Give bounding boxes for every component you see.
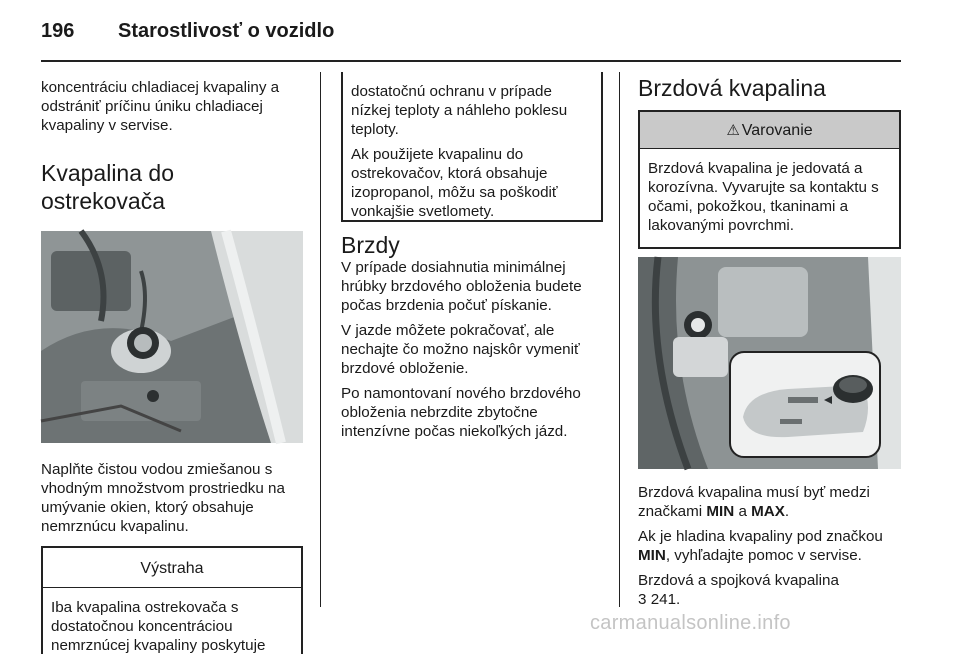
warning-text: Brzdová kvapalina je jedovatá a korozívna. Vyvarujte sa kontaktu s očami, pokožkou, tkaninami a lakovanými povrchmi. <box>648 160 879 234</box>
washer-fill-instructions: Naplňte čistou vodou zmiešanou s vhodným množstvom prostriedku na umývanie okien, ktorý obsahuje nemrznúcu kvapalinu. <box>41 461 285 535</box>
washer-reservoir-photo <box>41 231 303 443</box>
notice-continued-text: dostatočnú ochranu v prípade nízkej teploty a náhleho poklesu teploty. <box>351 83 568 138</box>
brake-pad-wear-text: V prípade dosiahnutia minimálnej hrúbky brzdového obloženia budete počas brzdenia počuť pískanie. <box>341 259 582 314</box>
notice-box <box>41 546 303 654</box>
column-3 <box>638 72 901 615</box>
notice-title: Výstraha <box>43 548 301 588</box>
warning-header <box>640 112 899 149</box>
max-mark: MAX <box>751 503 785 520</box>
warning-triangle-icon: ⚠ <box>726 122 740 139</box>
low-level-instruction-text: Ak je hladina kvapaliny pod značkou MIN, vyhľadajte pomoc v servise. <box>638 528 883 564</box>
cross-reference-text: Brzdová a spojková kvapalina 3 241. <box>638 572 839 608</box>
min-mark: MIN <box>706 503 735 520</box>
isopropanol-warning-text: Ak použijete kvapalinu do ostrekovačov, ktorá obsahuje izopropanol, môžu sa poškodiť vonkajšie svetlomety. <box>351 146 558 220</box>
brakes-heading: Brzdy <box>341 232 400 258</box>
coolant-intro-text: koncentráciu chladiacej kvapaliny a odstrániť príčinu úniku chladiacej kvapaliny v servise. <box>41 79 280 134</box>
washer-fluid-heading: Kvapalina do ostrekovača <box>41 160 174 214</box>
warning-box <box>638 110 901 249</box>
notice-text: Iba kvapalina ostrekovača s dostatočnou koncentráciou nemrznúcej kvapaliny poskytuje <box>51 599 266 654</box>
header-divider <box>41 60 901 62</box>
watermark: carmanualsonline.info <box>590 612 791 634</box>
page-title: Starostlivosť o vozidlo <box>118 20 335 42</box>
min-mark-2: MIN <box>638 547 666 564</box>
warning-title: Varovanie <box>741 122 813 139</box>
brake-fluid-heading: Brzdová kvapalina <box>638 75 826 101</box>
page-reference-link[interactable]: 241. <box>650 591 681 608</box>
brake-continue-driving-text: V jazde môžete pokračovať, ale nechajte čo možno najskôr vymeniť brzdové obloženie. <box>341 322 580 377</box>
column-1 <box>41 72 303 654</box>
page-reference-icon: 3 <box>638 591 647 608</box>
column-divider-2 <box>619 72 620 607</box>
brake-fluid-reservoir-photo <box>638 257 901 469</box>
column-2 <box>341 72 603 447</box>
notice-box-continued <box>341 72 603 222</box>
page-number: 196 <box>41 20 75 42</box>
brake-fluid-level-text: Brzdová kvapalina musí byť medzi značkami MIN a MAX. <box>638 484 870 520</box>
column-divider-1 <box>320 72 321 607</box>
new-brake-pads-text: Po namontovaní nového brzdového obloženia nebrzdite zbytočne intenzívne počas niekoľkých jázd. <box>341 385 581 440</box>
